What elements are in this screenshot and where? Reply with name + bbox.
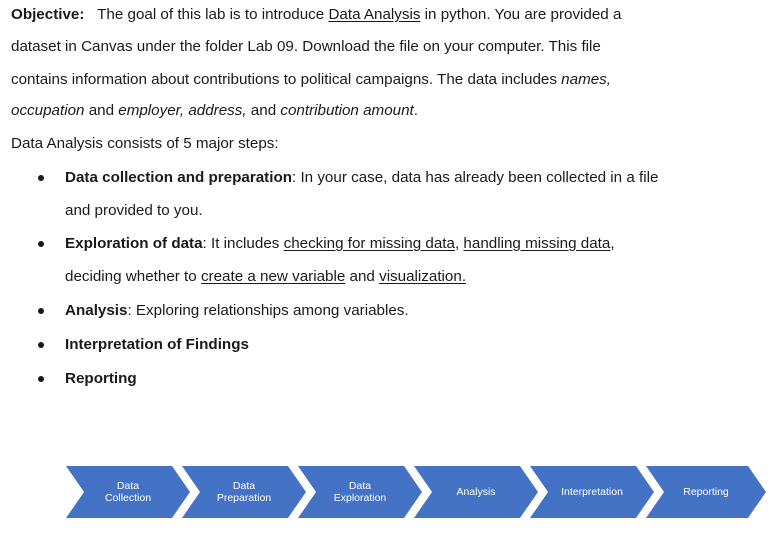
objective-line-2: dataset in Canvas under the folder Lab 09. Download the file on your computer. This file <box>11 38 601 55</box>
bullet-text: , <box>454 235 464 252</box>
chevron-shape <box>414 466 538 518</box>
bullet-title: Data collection and preparation <box>65 169 293 186</box>
bullet-item-exploration-cont <box>65 267 466 287</box>
bullet-dot <box>38 308 44 314</box>
bullet-item-reporting <box>65 369 137 389</box>
bullet-item-collection <box>65 168 658 188</box>
bullet-dot <box>38 376 44 382</box>
objective-text: contains information about contributions to political campaigns. The data includes <box>11 71 562 88</box>
bullet-item-collection-cont: and provided to you. <box>65 202 203 219</box>
chevron-shape <box>298 466 422 518</box>
objective-italic: names, <box>561 71 611 88</box>
objective-text: and <box>246 102 281 119</box>
objective-line-1 <box>11 5 621 25</box>
bullet-text: deciding whether to <box>65 268 201 285</box>
missing-data-link: checking for missing data <box>283 235 455 252</box>
bullet-dot <box>38 175 44 181</box>
bullet-title: Interpretation of Findings <box>65 336 249 353</box>
chevron-shape <box>530 466 654 518</box>
objective-italic: occupation <box>11 102 85 119</box>
step-label-interpretation: Interpretation <box>561 486 623 498</box>
objective-line-4 <box>11 101 418 121</box>
step-label-collection: Data Collection <box>104 480 152 504</box>
new-variable-link: create a new variable <box>200 268 346 285</box>
steps-intro: Data Analysis consists of 5 major steps: <box>11 135 279 152</box>
objective-text: The goal of this lab is to introduce <box>97 6 329 23</box>
step-label-preparation: Data Preparation <box>216 480 272 504</box>
objective-label: Objective: <box>11 6 85 23</box>
visualization-link: visualization. <box>379 268 467 285</box>
step-label-reporting: Reporting <box>683 486 729 498</box>
chevron-shape <box>182 466 306 518</box>
bullet-title: Reporting <box>65 370 137 387</box>
chevron-shape <box>66 466 190 518</box>
bullet-item-interpretation <box>65 335 249 355</box>
objective-text: in python. You are provided a <box>420 6 622 23</box>
objective-line-3 <box>11 70 611 90</box>
step-label-exploration: Data Exploration <box>333 480 387 504</box>
bullet-dot <box>38 241 44 247</box>
objective-italic: contribution amount <box>280 102 414 119</box>
objective-italic: employer, address, <box>118 102 247 119</box>
bullet-title: Analysis <box>65 302 128 319</box>
bullet-text: and <box>345 268 380 285</box>
bullet-text: : Exploring relationships among variables. <box>127 302 409 319</box>
chevron-shape <box>646 466 766 518</box>
bullet-title: Exploration of data <box>65 235 203 252</box>
objective-text: . <box>413 102 418 119</box>
data-analysis-link: Data Analysis <box>328 6 421 23</box>
process-chevron-diagram <box>66 466 766 518</box>
bullet-item-exploration <box>65 234 615 254</box>
objective-text: and <box>84 102 119 119</box>
bullet-text: , <box>610 235 615 252</box>
bullet-text: : It includes <box>202 235 284 252</box>
bullet-text: : In your case, data has already been collected in a file <box>292 169 659 186</box>
bullet-item-analysis <box>65 301 409 321</box>
step-label-analysis: Analysis <box>456 486 496 498</box>
bullet-dot <box>38 342 44 348</box>
handling-missing-link: handling missing data <box>463 235 611 252</box>
